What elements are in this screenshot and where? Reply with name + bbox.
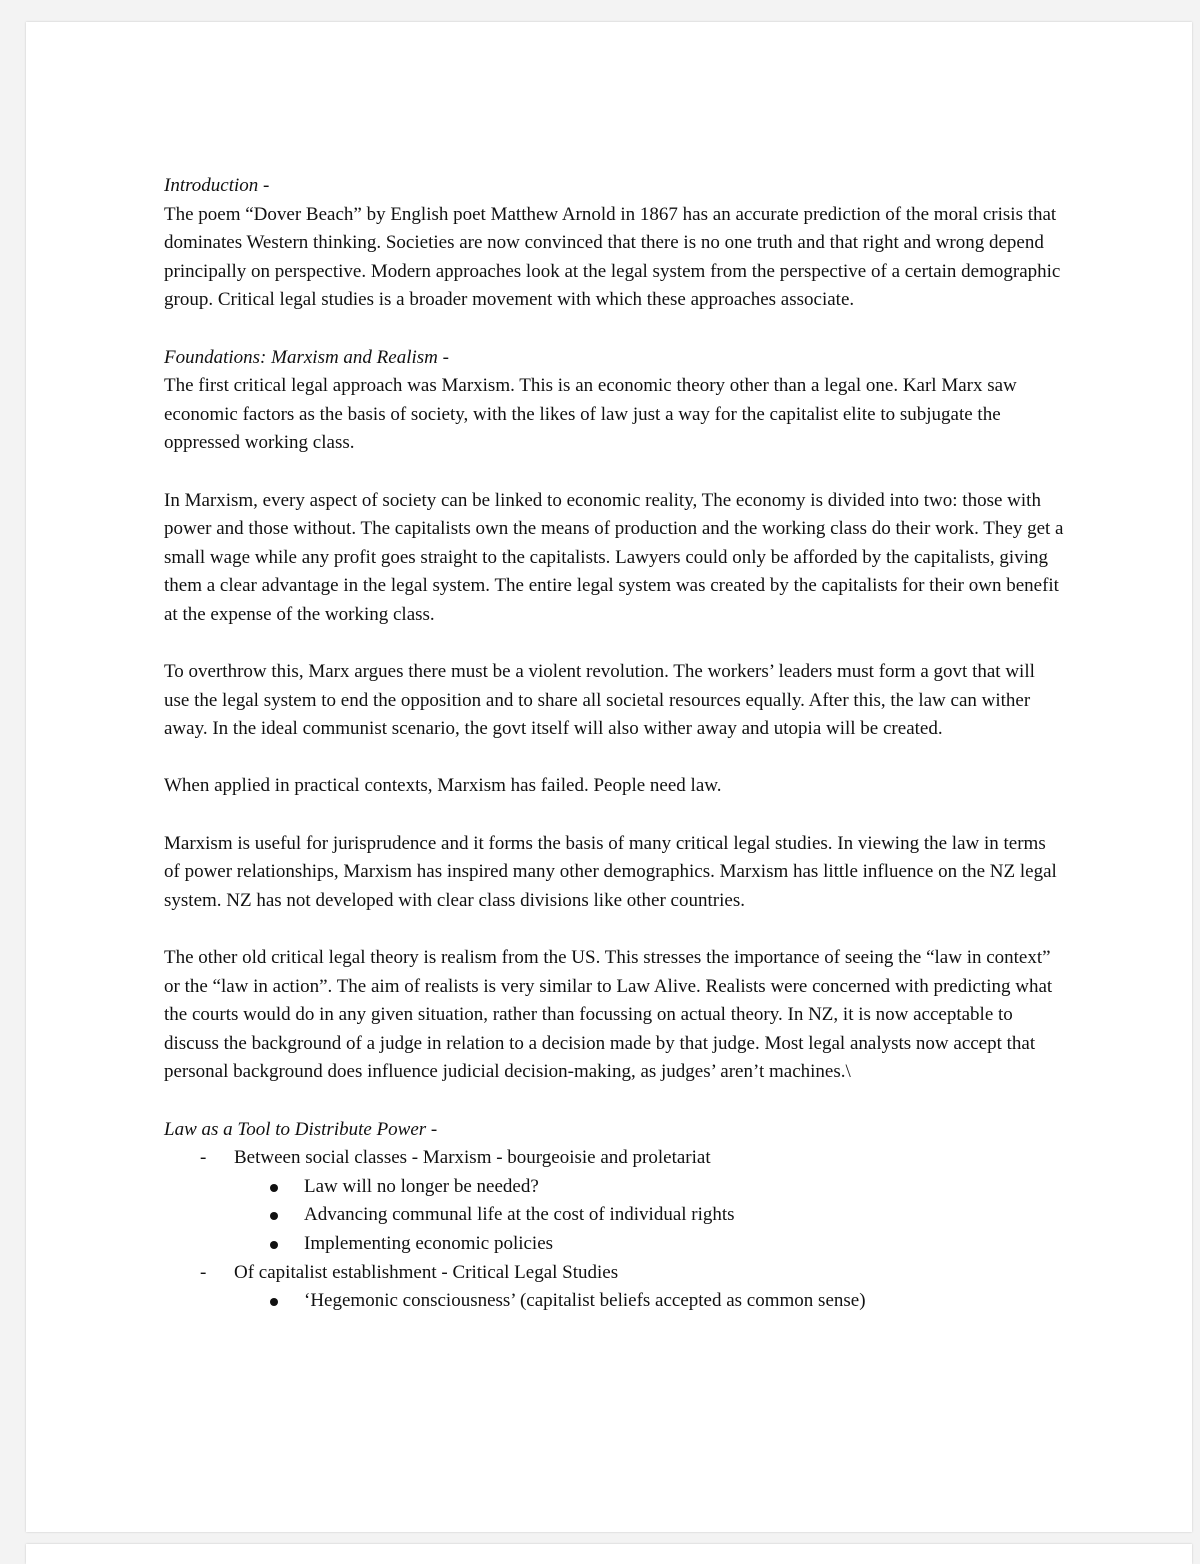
sub-list-item (234, 1201, 1064, 1230)
paragraph-revolution: To overthrow this, Marx argues there must be a violent revolution. The workers’ leaders must form a govt that will use the legal system to end the opposition and to share all societal resources equally. After this, the law can wither away. In the ideal communist scenario, the govt itself will also wither away and utopia will be created. (164, 661, 1035, 740)
sub-list (234, 1287, 1064, 1316)
sub-list-item-text: ‘Hegemonic consciousness’ (capitalist beliefs accepted as common sense) (304, 1290, 866, 1312)
sub-list-item (234, 1173, 1064, 1202)
paragraph-marxism-failed: When applied in practical contexts, Marxism has failed. People need law. (164, 775, 722, 797)
next-page-edge (26, 1544, 1192, 1564)
bullet-icon (270, 1241, 278, 1249)
paragraph-marxism-economy: In Marxism, every aspect of society can be linked to economic reality, The economy is divided into two: those with power and those without. The capitalists own the means of production and the working class do their work. They get a small wage while any profit goes straight to the capitalists. Lawyers could only be afforded by the capitalists, giving them a clear advantage in the legal system. The entire legal system was created by the capitalists for their own benefit at the expense of the working class. (164, 489, 1064, 625)
list-item-text: Between social classes - Marxism - bourgeoisie and proletariat (234, 1147, 711, 1169)
paragraph-marxism-intro: The first critical legal approach was Marxism. This is an economic theory other than a legal one. Karl Marx saw economic factors as the basis of society, with the likes of law just a way for the capitalist elite to subjugate the oppressed working class. (164, 375, 1017, 454)
dash-marker: - (200, 1261, 207, 1283)
sub-list-item (234, 1230, 1064, 1259)
paragraph-introduction: The poem “Dover Beach” by English poet Matthew Arnold in 1867 has an accurate prediction of the moral crisis that dominates Western thinking. Societies are now convinced that there is no one truth and that right and wrong depend principally on perspective. Modern approaches look at the legal system from the perspective of a certain demographic group. Critical legal studies is a broader movement with which these approaches associate. (164, 203, 1061, 311)
heading-foundations: Foundations: Marxism and Realism - (164, 346, 449, 368)
sub-list-item (234, 1287, 1064, 1316)
list-item (164, 1259, 1064, 1316)
paragraph-marxism-usefulness: Marxism is useful for jurisprudence and it forms the basis of many critical legal studies. In viewing the law in terms of power relationships, Marxism has inspired many other demographics. Marxism has little influence on the NZ legal system. NZ has not developed with clear class divisions like other countries. (164, 832, 1057, 911)
list-item (164, 1144, 1064, 1258)
sub-list (234, 1173, 1064, 1259)
sub-list-item-text: Advancing communal life at the cost of individual rights (304, 1204, 735, 1226)
sub-list-item-text: Implementing economic policies (304, 1232, 554, 1254)
bullet-icon (270, 1298, 278, 1306)
bullet-icon (270, 1184, 278, 1192)
paragraph-realism: The other old critical legal theory is realism from the US. This stresses the importance of seeing the “law in context” or the “law in action”. The aim of realists is very similar to Law Alive. Realists were concerned with predicting what the courts would do in any given situation, rather than focussing on actual theory. In NZ, it is now acceptable to discuss the background of a judge in relation to a decision made by that judge. Most legal analysts now accept that personal background does influence judicial decision-making, as judges’ aren’t machines.\ (164, 947, 1053, 1083)
sub-list-item-text: Law will no longer be needed? (304, 1175, 539, 1197)
heading-law-as-tool: Law as a Tool to Distribute Power - (164, 1118, 438, 1140)
heading-introduction: Introduction - (164, 175, 270, 196)
power-list (164, 1144, 1064, 1316)
list-item-text: Of capitalist establishment - Critical Legal Studies (234, 1261, 619, 1283)
dash-marker: - (200, 1147, 207, 1169)
document-body (164, 172, 1064, 1316)
bullet-icon (270, 1212, 278, 1220)
document-page (26, 22, 1192, 1532)
